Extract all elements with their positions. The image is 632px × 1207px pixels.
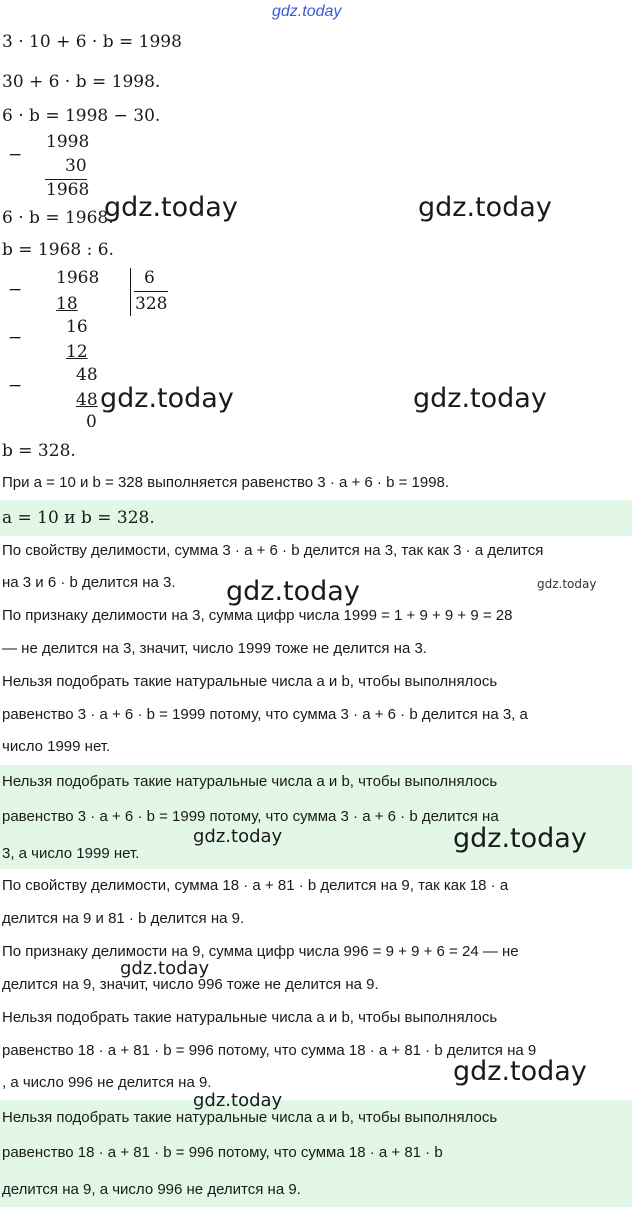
paragraph-2-line-2: на 3 и 6 · b делится на 3. (2, 574, 176, 591)
division-step-1: 18 (56, 294, 78, 314)
answer-2-line-1: Нельзя подобрать такие натуральные числа a и b, чтобы выполнялось (2, 773, 498, 790)
paragraph-3-line-1: По признаку делимости на 3, сумма цифр числа 1999 = 1 + 9 + 9 + 9 = 28 (2, 607, 513, 624)
division-minus-3: − (8, 376, 23, 396)
watermark-11: gdz.today (193, 1090, 283, 1111)
subtraction-subtrahend: 30 (65, 156, 87, 176)
watermark-9: gdz.today (120, 958, 210, 979)
paragraph-2-line-1: По свойству делимости, сумма 3 · a + 6 · b делится на 3, так как 3 · a делится (2, 542, 544, 559)
equation-line-2: 30 + 6 · b = 1998. (2, 72, 161, 92)
watermark-8: gdz.today (453, 823, 587, 854)
paragraph-4-line-2: равенство 3 · a + 6 · b = 1999 потому, что сумма 3 · a + 6 · b делится на 3, а (2, 706, 528, 723)
division-quotient: 328 (135, 294, 168, 314)
watermark-2: gdz.today (418, 192, 552, 223)
division-remainder-2: 48 (76, 365, 98, 385)
paragraph-1: При a = 10 и b = 328 выполняется равенство 3 · a + 6 · b = 1998. (2, 474, 450, 491)
watermark-3: gdz.today (100, 383, 234, 414)
paragraph-5-line-1: По свойству делимости, сумма 18 · a + 81 · b делится на 9, так как 18 · a (2, 877, 509, 894)
division-step-2: 12 (66, 342, 88, 362)
paragraph-7-line-2: равенство 18 · a + 81 · b = 996 потому, что сумма 18 · a + 81 · b делится на 9 (2, 1042, 537, 1059)
subtraction-minus: − (8, 145, 23, 165)
watermark-10: gdz.today (453, 1056, 587, 1087)
division-remainder-1: 16 (66, 317, 88, 337)
watermark-top: gdz.today (272, 3, 342, 20)
watermark-6: gdz.today (537, 577, 597, 591)
subtraction-minuend: 1998 (46, 132, 90, 152)
equation-line-3: 6 · b = 1998 − 30. (2, 106, 161, 126)
division-remainder-final: 0 (86, 412, 97, 432)
equation-line-5: b = 1968 : 6. (2, 240, 114, 260)
answer-3-line-1: Нельзя подобрать такие натуральные числа a и b, чтобы выполнялось (2, 1109, 498, 1126)
answer-2-line-3: 3, а число 1999 нет. (2, 845, 140, 862)
division-dividend: 1968 (56, 268, 100, 288)
division-divisor: 6 (144, 268, 155, 288)
watermark-5: gdz.today (226, 576, 360, 607)
answer-3-line-2: равенство 18 · a + 81 · b = 996 потому, что сумма 18 · a + 81 · b (2, 1144, 443, 1161)
paragraph-5-line-2: делится на 9 и 81 · b делится на 9. (2, 910, 245, 927)
paragraph-6-line-1: По признаку делимости на 9, сумма цифр числа 996 = 9 + 9 + 6 = 24 — не (2, 943, 519, 960)
paragraph-6-line-2: делится на 9, значит, число 996 тоже не делится на 9. (2, 976, 379, 993)
answer-2-line-2: равенство 3 · a + 6 · b = 1999 потому, что сумма 3 · a + 6 · b делится на (2, 808, 499, 825)
paragraph-7-line-3: , а число 996 не делится на 9. (2, 1074, 212, 1091)
watermark-1: gdz.today (104, 192, 238, 223)
equation-line-6: b = 328. (2, 441, 76, 461)
watermark-7: gdz.today (193, 826, 283, 847)
division-quotient-line (134, 291, 168, 292)
paragraph-4-line-1: Нельзя подобрать такие натуральные числа a и b, чтобы выполнялось (2, 673, 498, 690)
watermark-4: gdz.today (413, 383, 547, 414)
equation-line-4: 6 · b = 1968. (2, 208, 114, 228)
division-step-3: 48 (76, 390, 98, 410)
division-bar (130, 268, 131, 316)
paragraph-7-line-1: Нельзя подобрать такие натуральные числа a и b, чтобы выполнялось (2, 1009, 498, 1026)
paragraph-3-line-2: — не делится на 3, значит, число 1999 тоже не делится на 3. (2, 640, 427, 657)
division-minus-1: − (8, 280, 23, 300)
equation-line-1: 3 · 10 + 6 · b = 1998 (2, 32, 182, 52)
answer-3-line-3: делится на 9, а число 996 не делится на 9. (2, 1181, 301, 1198)
answer-1: a = 10 и b = 328. (2, 508, 155, 528)
paragraph-4-line-3: число 1999 нет. (2, 738, 111, 755)
division-minus-2: − (8, 328, 23, 348)
subtraction-result: 1968 (46, 180, 90, 200)
